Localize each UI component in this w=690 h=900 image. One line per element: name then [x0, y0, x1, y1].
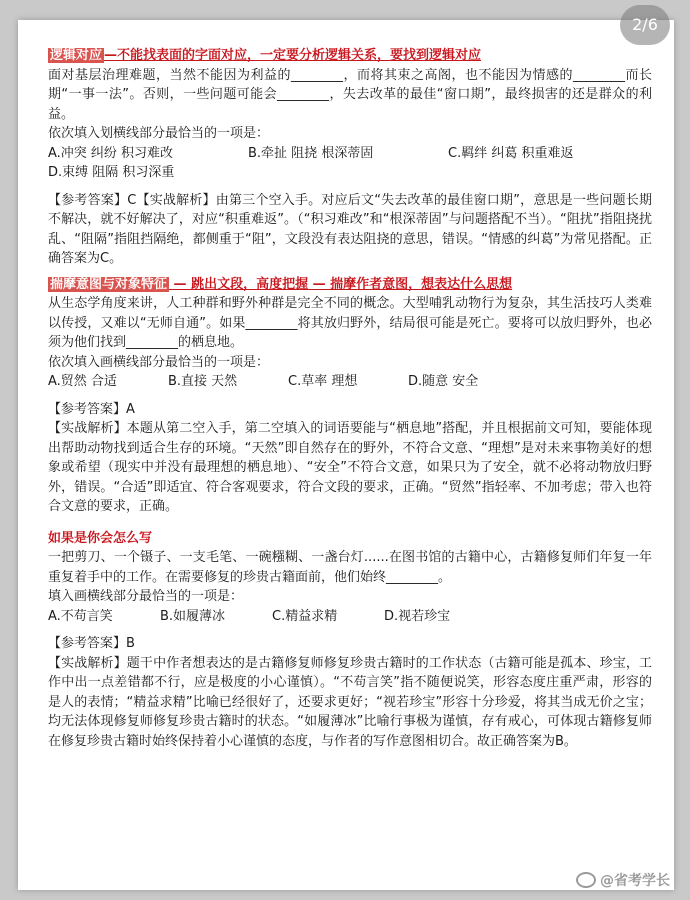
section3-prompt: 填入画横线部分最恰当的一项是：: [48, 589, 244, 604]
page-counter[interactable]: 2/6: [620, 5, 670, 45]
section2-option-a: A.贸然 合适: [48, 374, 117, 389]
section2-question: 从生态学角度来讲，人工种群和野外种群是完全不同的概念。大型哺乳动物行为复杂，其生活技巧人类难以传授，又难以“无师自通”。如果________将其放归野外，结局很可能是死亡。要将可以放归野外，也必须为他们找到________的栖息地。: [48, 296, 652, 350]
weibo-icon: [576, 872, 596, 888]
section3-options: [48, 607, 652, 627]
section3-analysis: 【实战解析】题干中作者想表达的是古籍修复师修复珍贵古籍时的工作状态（古籍可能是孤本、珍宝，工作中出一点差错都不行，应是极度的小心谨慎）。“不苟言笑”指不随便说笑，形容态度庄重严肃，形容的是人的表情；“精益求精”比喻已经很好了，还要求更好；“视若珍宝”形容十分珍爱，将其当成无价之宝；均无法体现修复师修复珍贵古籍时的状态。“如履薄冰”比喻行事极为谨慎，存有戒心，可体现古籍修复师在修复珍贵古籍时始终保持着小心谨慎的态度，与作者的写作意图相切合。故正确答案为B。: [48, 655, 652, 749]
section2-answer-label: 【参考答案】A: [48, 401, 135, 417]
section1-option-b: B.牵扯 阻挠 根深蒂固: [248, 145, 374, 161]
watermark: [576, 870, 670, 890]
section3-heading: 如果是你会怎么写: [48, 530, 153, 546]
section1-title: —不能找表面的字面对应，一定要分析逻辑关系，要找到逻辑对应: [104, 48, 482, 63]
section2-title: — 跳出文段，高度把握 — 揣摩作者意图，想表达什么思想: [169, 276, 513, 292]
section2-prompt: 依次填入画横线部分最恰当的一项是：: [48, 354, 270, 370]
section1-tag: 逻辑对应: [50, 48, 103, 63]
section1-option-a: A.冲突 纠纷 积习难改: [48, 145, 174, 161]
section3-option-d: D.视若珍宝: [384, 608, 451, 624]
section2-analysis: 【实战解析】本题从第二空入手，第二空填入的词语要能与“栖息地”搭配，并且根据前文可知，要能体现出帮助动物找到适合生存的环境。“天然”即自然存在的野外，不符合文意、“理想”是对未来事物美好的想象或希望（现实中并没有最理想的栖息地）、“安全”不符合文意，如果只为了安全，就不必将动物放归野外，错误。“合适”即适宜、符合客观要求，符合文段的要求，正确。“贸然”指轻率、不加考虑；带入也符合文意的要求，正确。: [48, 421, 652, 514]
document-page: [18, 20, 674, 890]
section1-prompt: 依次填入划横线部分最恰当的一项是：: [48, 126, 270, 141]
section2-tag: 揣摩意图与对象特征: [50, 276, 168, 292]
page-content: [48, 46, 652, 751]
section1-option-d: D.束缚 阻隔 积习深重: [48, 165, 175, 180]
section1-option-c: C.羁绊 纠葛 积重难返: [448, 145, 574, 161]
section3-option-c: C.精益求精: [272, 608, 338, 624]
section2-options: [48, 372, 652, 392]
section2-heading: [48, 275, 652, 295]
section1-heading: [48, 46, 652, 66]
section3-question: 一把剪刀、一个镊子、一支毛笔、一碗糨糊、一盏台灯......在图书馆的古籍中心，古籍修复师们年复一年重复着手中的工作。在需要修复的珍贵古籍面前，他们始终________。: [48, 550, 652, 585]
watermark-text: @省考学长: [600, 873, 670, 889]
section3-answer-label: 【参考答案】B: [48, 636, 135, 651]
section1-answer: 【参考答案】C【实战解析】由第三个空入手。对应后文“失去改革的最佳窗口期”，意思是一些问题长期不解决，就不好解决了，对应“积重难返”。（“积习难改”和“根深蒂固”与问题搭配不当）。“阻扰”指阻挠扰乱、“阻隔”指阻挡隔绝，都侧重于“阻”，文段没有表达阻挠的意思，错误。“情感的纠葛”为常见搭配。正确答案为C。: [48, 192, 652, 266]
section1-options: [48, 144, 652, 183]
section3-option-b: B.如履薄冰: [160, 608, 226, 624]
section1-question: 面对基层治理难题，当然不能因为利益的________，而将其束之高阁，也不能因为情感的________而长期“一事一法”。否则，一些问题可能会________，失去改革的最佳“窗口期”，最终损害的还是群众的利益。: [48, 67, 652, 122]
section3-option-a: A.不苟言笑: [48, 608, 113, 624]
section2-option-c: C.草率 理想: [288, 374, 358, 389]
section2-option-d: D.随意 安全: [408, 374, 479, 389]
section2-option-b: B.直接 天然: [168, 374, 238, 389]
